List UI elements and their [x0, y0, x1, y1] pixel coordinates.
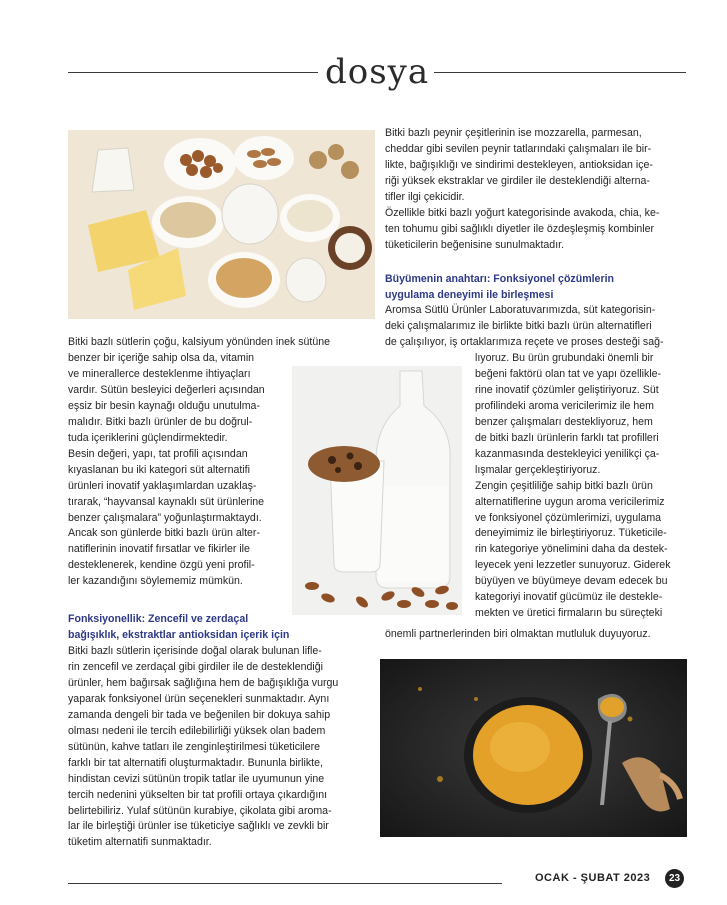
text-line: tüketicilerin beğenisine sunulmaktadır.: [385, 238, 565, 251]
text-line: tuda içeriklerini güçlendirmektedir.: [68, 431, 228, 444]
left-subheading: [68, 612, 375, 644]
text-line: lışmalar gerçekleştiriyoruz.: [475, 463, 601, 476]
right-subheading: [385, 272, 686, 304]
text-line: rine inovatif çözümler geliştiriyoruz. Süt: [475, 383, 659, 396]
text-line: rin zencefil ve zerdaçal gibi girdiler ile de desteklendiği: [68, 660, 323, 673]
footer-rule: [68, 883, 502, 884]
text-line: ürünleri inovatif yaklaşımlardan uzaklaş-: [68, 479, 257, 492]
text-line: kıyaslanan bu iki kategori süt alternatifi: [68, 463, 250, 476]
text-line: beğeni faktörü olan tat ve yapı özellikle-: [475, 367, 662, 380]
right-column-wide: [385, 303, 686, 351]
text-line: olması nedeni ile tercih edilebilirliği yüksek olan badem: [68, 724, 326, 737]
issue-label: OCAK - ŞUBAT 2023: [535, 872, 651, 884]
text-line: eşsiz bir besin kaynağı olduğu unutulma-: [68, 399, 260, 412]
text-line: natiflerinin inovatif fırsatlar ve fikirler ile: [68, 543, 250, 556]
text-line: rin kategoriye yönelimini daha da destek-: [475, 543, 668, 556]
text-line: sütünün, kahve tatları ile zenginleştirilmesi tüketicilere: [68, 740, 321, 753]
subheading-line: Büyümenin anahtarı: Fonksiyonel çözümlerin: [385, 273, 614, 285]
text-line: deki çalışmalarımız ile birlikte bitki bazlı ürün alternatifleri: [385, 319, 652, 332]
turmeric-photo: [380, 659, 687, 837]
text-line: büyüyen ve büyümeye devam edecek bu: [475, 575, 668, 588]
text-line: desteklenerek, kendine özgü yeni profil-: [68, 559, 255, 572]
text-line: riği yüksek ekstraklar ve girdiler ile desteklendiği alterna-: [385, 174, 650, 187]
text-line: Aromsa Sütlü Ürünler Laboratuvarımızda, süt kategorisin-: [385, 304, 656, 316]
text-line: farklı bir tat alternatifi oluşturmaktadır. Bununla birlikte,: [68, 756, 323, 769]
text-line: ve minerallerce desteklenme ihtiyaçları: [68, 367, 251, 380]
text-line: tercih nedenini yükselten bir tat profili ortaya çıkardığını: [68, 788, 328, 801]
right-column-narrow: [475, 351, 686, 622]
section-title: dosya: [325, 52, 430, 92]
text-line: yaparak fonksiyonel ürün seçenekleri sunmaktadır. Aynı: [68, 692, 330, 705]
text-line: profilindeki aroma vericilerimiz ile hem: [475, 399, 654, 412]
text-line: lar ile birleştiği ürünler ise tüketiciye sağlıklı ve zevkli bir: [68, 820, 329, 833]
text-line: vardır. Sütün besleyici değerleri açısından: [68, 383, 265, 396]
subheading-line: Fonksiyonellik: Zencefil ve zerdaçal: [68, 613, 249, 625]
text-line: Zengin çeşitliliğe sahip bitki bazlı ürün: [475, 479, 653, 492]
text-line: alternatiflerine uygun aroma vericilerimiz: [475, 495, 665, 508]
text-line: tüketim alternatifi sunmaktadır.: [68, 836, 212, 849]
text-line: benzer çalışmaları destekliyoruz, hem: [475, 415, 653, 428]
plant-milk-photo: [68, 130, 375, 319]
text-line: lıyoruz. Bu ürün grubundaki önemli bir: [475, 352, 654, 364]
subheading-line: bağışıklık, ekstraktlar antioksidan içerik için: [68, 628, 290, 641]
text-line: zamanda dengeli bir tada ve beğenilen bir dokuya sahip: [68, 708, 331, 721]
left-column-narrow: [68, 351, 280, 590]
text-line: Bitki bazlı sütlerin çoğu, kalsiyum yönünden inek sütüne: [68, 336, 331, 348]
text-line: Besin değeri, yapı, tat profili açısından: [68, 447, 248, 460]
left-column-first: [68, 335, 375, 351]
text-line: kategoriyi inovatif gücümüz ile destekle-: [475, 591, 663, 604]
text-line: cheddar gibi sevilen peynir tatlarındaki çalışmaları ile bir-: [385, 142, 652, 155]
text-line: kazanmasında destekleyici yenilikçi ça-: [475, 447, 660, 460]
text-line: önemli partnerlerinden biri olmaktan mutluluk duyuyoruz.: [385, 628, 651, 640]
header-rule-left: [68, 72, 318, 73]
text-line: deneyimimiz ile birleştiriyoruz. Tüketicile-: [475, 527, 667, 540]
header-rule-right: [434, 72, 686, 73]
text-line: mekten ve üretici firmaların bu süreçteki: [475, 607, 663, 620]
subheading-line: uygulama deneyimi ile birleşmesi: [385, 288, 554, 301]
text-line: belirtebiliriz. Yulaf sütünün kurabiye, çikolata gibi aroma-: [68, 804, 332, 817]
left-column-body: [68, 644, 375, 851]
text-line: ten tohumu gibi sağlıklı diyetler ile özdeşleşmiş kombinler: [385, 222, 655, 235]
right-column-last: [385, 627, 686, 643]
text-line: de çalışılıyor, iş ortaklarımıza reçete ve proses desteği sağ-: [385, 335, 664, 348]
page-number: 23: [665, 869, 684, 888]
text-line: tırarak, “hayvansal kaynaklı süt ürünlerine: [68, 495, 265, 508]
text-line: de bitki bazlı ürünlerin farklı tat profilleri: [475, 431, 659, 444]
text-line: Ancak son günlerde bitki bazlı ürün alter-: [68, 527, 260, 540]
text-line: ve fonksiyonel çözümlerimizi, uygulama: [475, 511, 662, 524]
text-line: benzer bir içeriğe sahip olsa da, vitamin: [68, 352, 255, 364]
text-line: leyecek yeni lezzetler sunuyoruz. Giderek: [475, 559, 671, 572]
text-line: Bitki bazlı peynir çeşitlerinin ise mozzarella, parmesan,: [385, 127, 642, 139]
text-line: hindistan cevizi sütünün tropik tatlar ile uyumunun yine: [68, 772, 325, 785]
text-line: Özellikle bitki bazlı yoğurt kategorisinde avakoda, chia, ke-: [385, 206, 660, 219]
text-line: malıdır. Bitki bazlı ürünler de bu doğrul-: [68, 415, 253, 428]
milk-cookie-photo: [292, 366, 462, 615]
text-line: tifler ilgi çekicidir.: [385, 190, 465, 203]
text-line: ürünler, hem bağırsak sağlığına hem de bağışıklığa vurgu: [68, 676, 339, 689]
right-column-top: [385, 126, 686, 254]
text-line: likte, bağışıklığı ve sindirimi destekleyen, antioksidan içe-: [385, 158, 653, 171]
text-line: Bitki bazlı sütlerin içerisinde doğal olarak bulunan lifle-: [68, 645, 322, 657]
text-line: ler kazandığını söylememiz mümkün.: [68, 575, 243, 588]
text-line: benzer çalışmalara” yoğunlaştırmaktaydı.: [68, 511, 262, 524]
